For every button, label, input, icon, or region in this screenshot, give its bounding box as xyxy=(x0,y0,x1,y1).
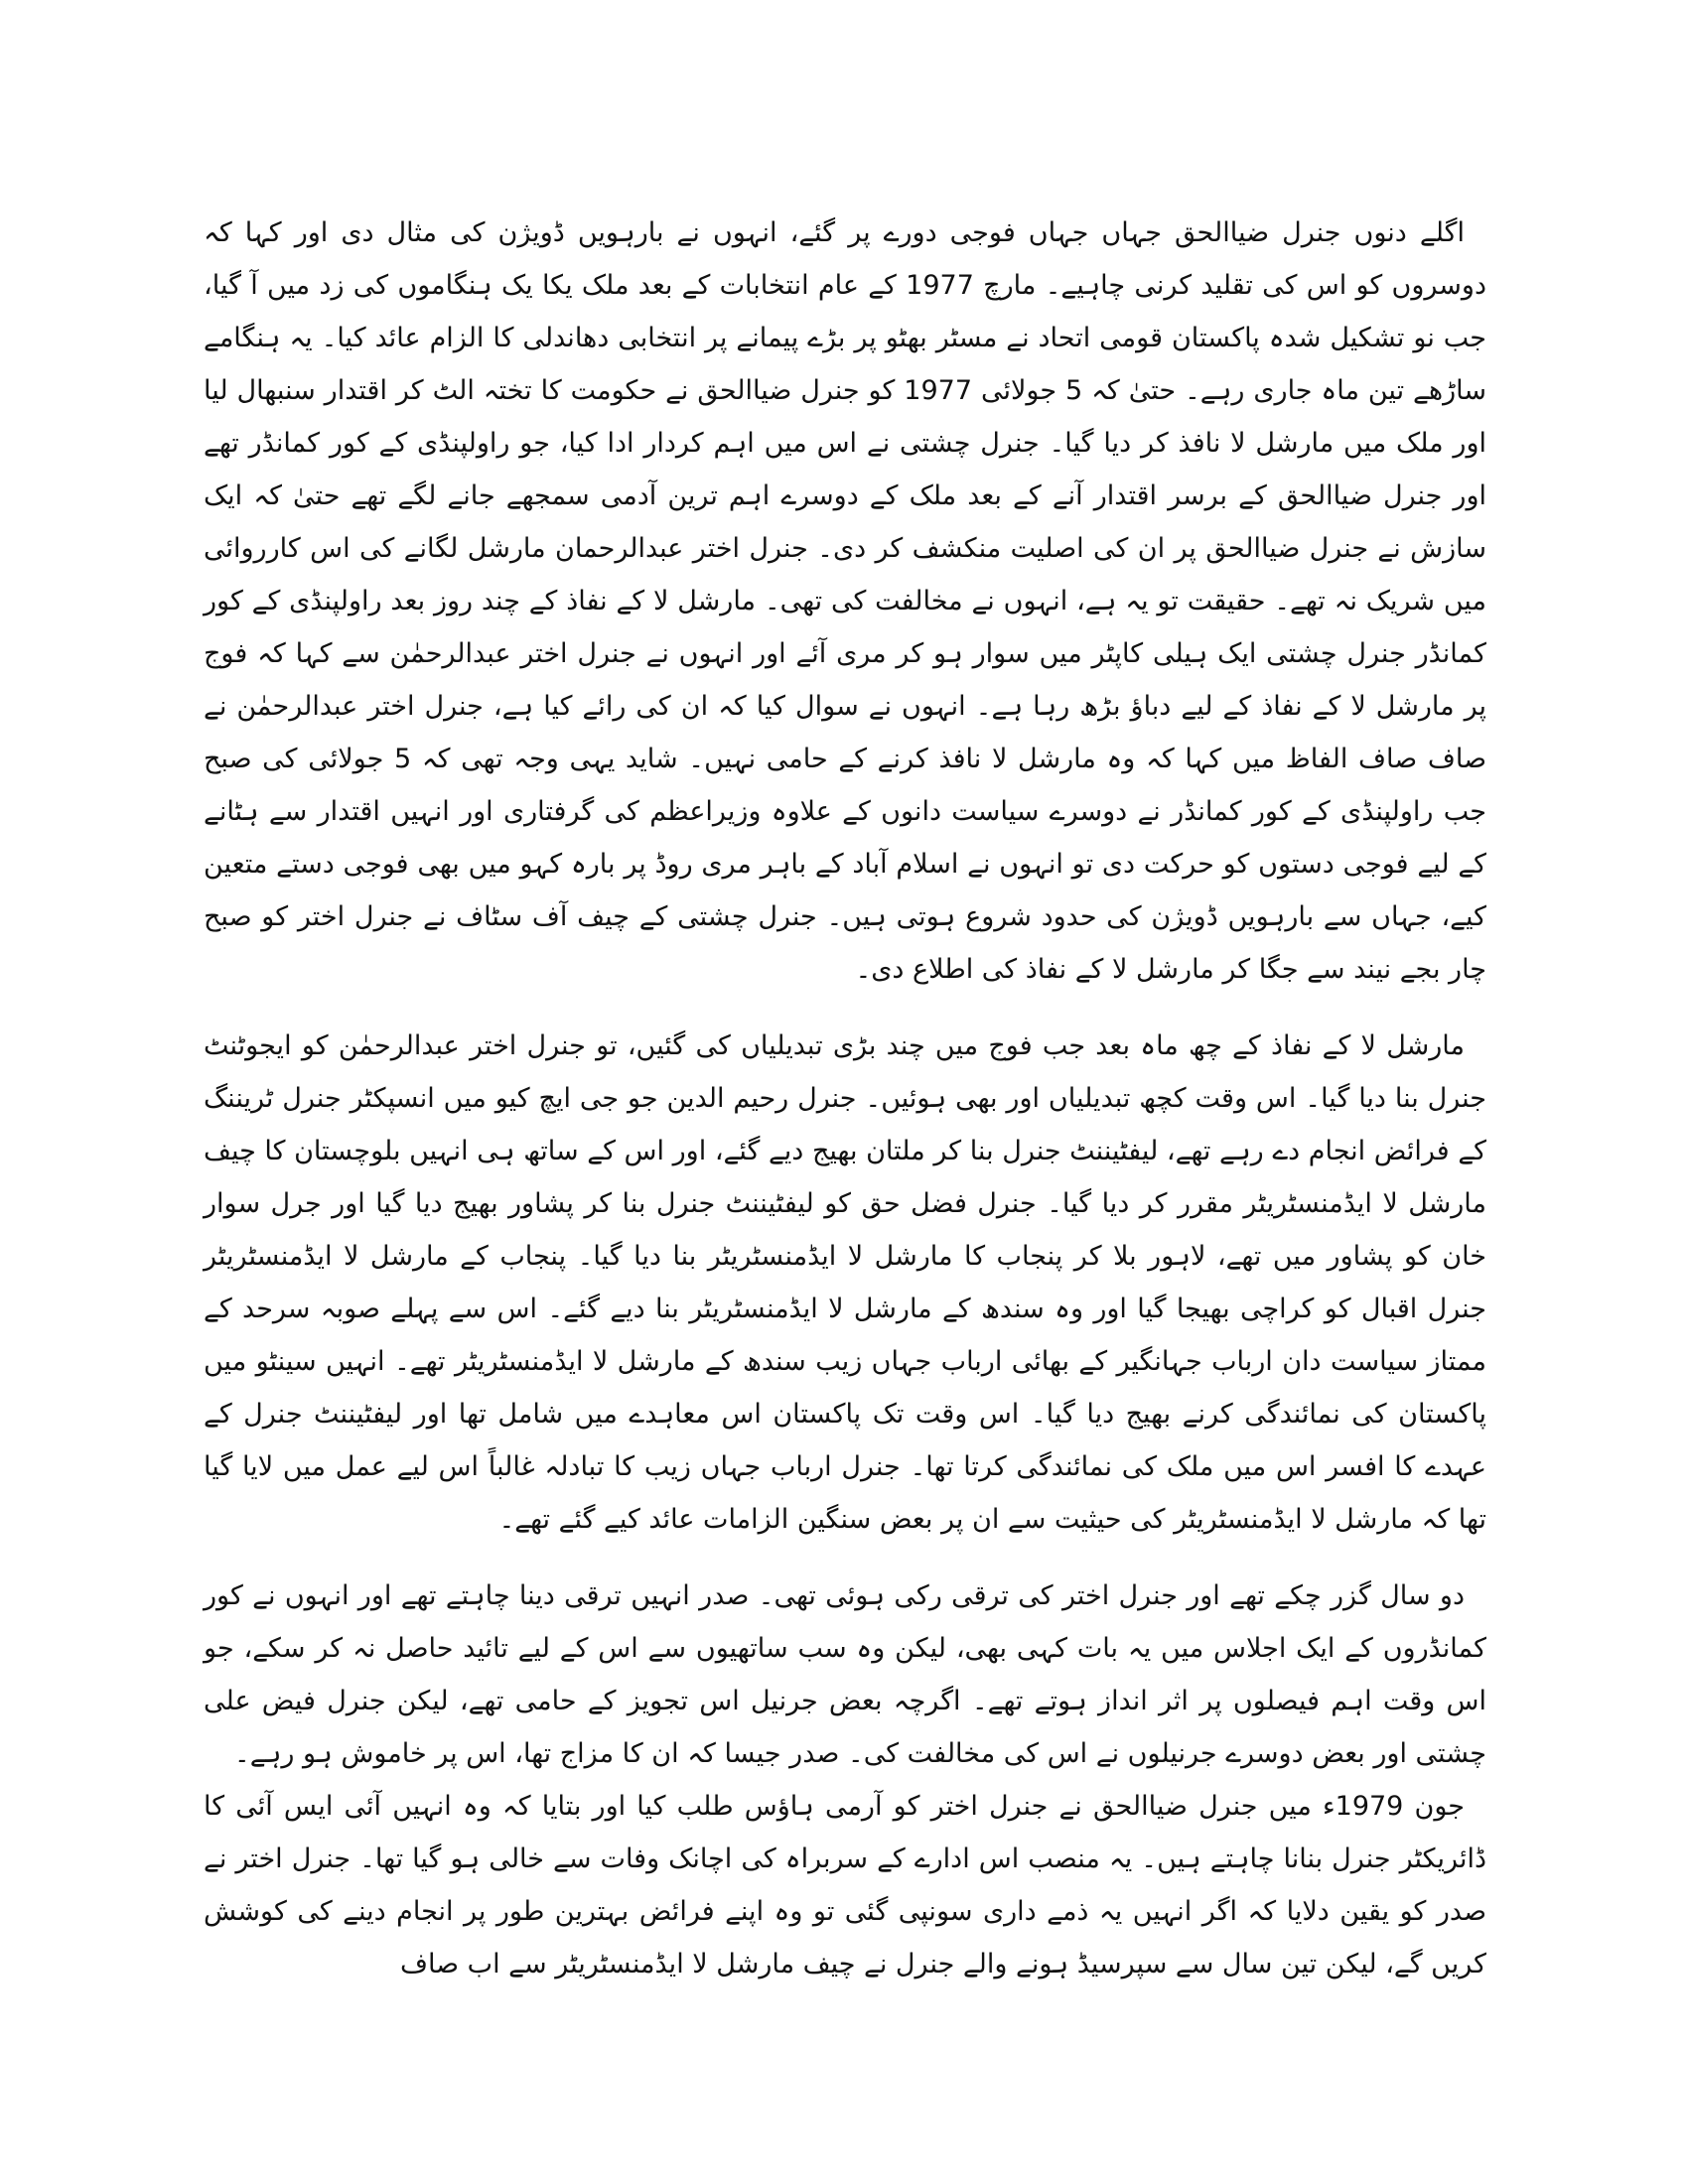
paragraph-2: مارشل لا کے نفاذ کے چھ ماہ بعد جب فوج میں چند بڑی تبدیلیاں کی گئیں، تو جنرل اختر عبدالرحمٰن کو ایجوٹنٹ جنرل بنا دیا گیا۔ اس وقت کچھ تبدیلیاں اور بھی ہوئیں۔ جنرل رحیم الدین جو جی ایچ کیو میں انسپکٹر جنرل ٹریننگ کے فرائض انجام دے رہے تھے، لیفٹیننٹ جنرل بنا کر ملتان بھیج دیے گئے، اور اس کے ساتھ ہی انہیں بلوچستان کا چیف مارشل لا ایڈمنسٹریٹر مقرر کر دیا گیا۔ جنرل فضل حق کو لیفٹیننٹ جنرل بنا کر پشاور بھیج دیا گیا اور جرل سوار خان کو پشاور میں تھے، لاہور بلا کر پنجاب کا مارشل لا ایڈمنسٹریٹر بنا دیا گیا۔ پنجاب کے مارشل لا ایڈمنسٹریٹر جنرل اقبال کو کراچی بھیجا گیا اور وہ سندھ کے مارشل لا ایڈمنسٹریٹر بنا دیے گئے۔ اس سے پہلے صوبہ سرحد کے ممتاز سیاست دان ارباب جہانگیر کے بھائی ارباب جہاں زیب سندھ کے مارشل لا ایڈمنسٹریٹر تھے۔ انہیں سینٹو میں پاکستان کی نمائندگی کرنے بھیج دیا گیا۔ اس وقت تک پاکستان اس معاہدے میں شامل تھا اور لیفٹیننٹ جنرل کے عہدے کا افسر اس میں ملک کی نمائندگی کرتا تھا۔ جنرل ارباب جہاں زیب کا تبادلہ غالباً اس لیے عمل میں لایا گیا تھا کہ مارشل لا ایڈمنسٹریٹر کی حیثیت سے ان پر بعض سنگین الزامات عائد کیے گئے تھے۔ xyxy=(204,1030,1486,1535)
paragraph-3: دو سال گزر چکے تھے اور جنرل اختر کی ترقی رکی ہوئی تھی۔ صدر انہیں ترقی دینا چاہتے تھے اور انہوں نے کور کمانڈروں کے ایک اجلاس میں یہ بات کہی بھی، لیکن وہ سب ساتھیوں سے اس کے لیے تائید حاصل نہ کر سکے، جو اس وقت اہم فیصلوں پر اثر انداز ہوتے تھے۔ اگرچہ بعض جرنیل اس تجویز کے حامی تھے، لیکن جنرل فیض علی چشتی اور بعض دوسرے جرنیلوں نے اس کی مخالفت کی۔ صدر جیسا کہ ان کا مزاج تھا، اس پر خاموش ہو رہے۔ xyxy=(204,1580,1486,1769)
urdu-text-body xyxy=(204,206,1486,1990)
paragraph-1: اگلے دنوں جنرل ضیاالحق جہاں جہاں فوجی دورے پر گئے، انہوں نے بارہویں ڈویژن کی مثال دی اور کہا کہ دوسروں کو اس کی تقلید کرنی چاہیے۔ مارچ 1977 کے عام انتخابات کے بعد ملک یکا یک ہنگاموں کی زد میں آ گیا، جب نو تشکیل شدہ پاکستان قومی اتحاد نے مسٹر بھٹو پر بڑے پیمانے پر انتخابی دھاندلی کا الزام عائد کیا۔ یہ ہنگامے ساڑھے تین ماہ جاری رہے۔ حتیٰ کہ 5 جولائی 1977 کو جنرل ضیاالحق نے حکومت کا تختہ الٹ کر اقتدار سنبھال لیا اور ملک میں مارشل لا نافذ کر دیا گیا۔ جنرل چشتی نے اس میں اہم کردار ادا کیا، جو راولپنڈی کے کور کمانڈر تھے اور جنرل ضیاالحق کے برسر اقتدار آنے کے بعد ملک کے دوسرے اہم ترین آدمی سمجھے جانے لگے تھے حتیٰ کہ ایک سازش نے جنرل ضیاالحق پر ان کی اصلیت منکشف کر دی۔ جنرل اختر عبدالرحمان مارشل لگانے کی اس کارروائی میں شریک نہ تھے۔ حقیقت تو یہ ہے، انہوں نے مخالفت کی تھی۔ مارشل لا کے نفاذ کے چند روز بعد راولپنڈی کے کور کمانڈر جنرل چشتی ایک ہیلی کاپٹر میں سوار ہو کر مری آئے اور انہوں نے جنرل اختر عبدالرحمٰن سے کہا کہ فوج پر مارشل لا کے نفاذ کے لیے دباؤ بڑھ رہا ہے۔ انہوں نے سوال کیا کہ ان کی رائے کیا ہے، جنرل اختر عبدالرحمٰن نے صاف صاف الفاظ میں کہا کہ وہ مارشل لا نافذ کرنے کے حامی نہیں۔ شاید یہی وجہ تھی کہ 5 جولائی کی صبح جب راولپنڈی کے کور کمانڈر نے دوسرے سیاست دانوں کے علاوہ وزیراعظم کی گرفتاری اور انہیں اقتدار سے ہٹانے کے لیے فوجی دستوں کو حرکت دی تو انہوں نے اسلام آباد کے باہر مری روڈ پر بارہ کہو میں بھی فوجی دستے متعین کیے، جہاں سے بارہویں ڈویژن کی حدود شروع ہوتی ہیں۔ جنرل چشتی کے چیف آف سٹاف نے جنرل اختر کو صبح چار بجے نیند سے جگا کر مارشل لا کے نفاذ کی اطلاع دی۔ xyxy=(204,217,1486,985)
paragraph-4: جون 1979ء میں جنرل ضیاالحق نے جنرل اختر کو آرمی ہاؤس طلب کیا اور بتایا کہ وہ انہیں آئی ایس آئی کا ڈائریکٹر جنرل بنانا چاہتے ہیں۔ یہ منصب اس ادارے کے سربراہ کی اچانک وفات سے خالی ہو گیا تھا۔ جنرل اختر نے صدر کو یقین دلایا کہ اگر انہیں یہ ذمے داری سونپی گئی تو وہ اپنے فرائض بہترین طور پر انجام دینے کی کوشش کریں گے، لیکن تین سال سے سپرسیڈ ہونے والے جنرل نے چیف مارشل لا ایڈمنسٹریٹر سے اب صاف xyxy=(204,1791,1486,1979)
